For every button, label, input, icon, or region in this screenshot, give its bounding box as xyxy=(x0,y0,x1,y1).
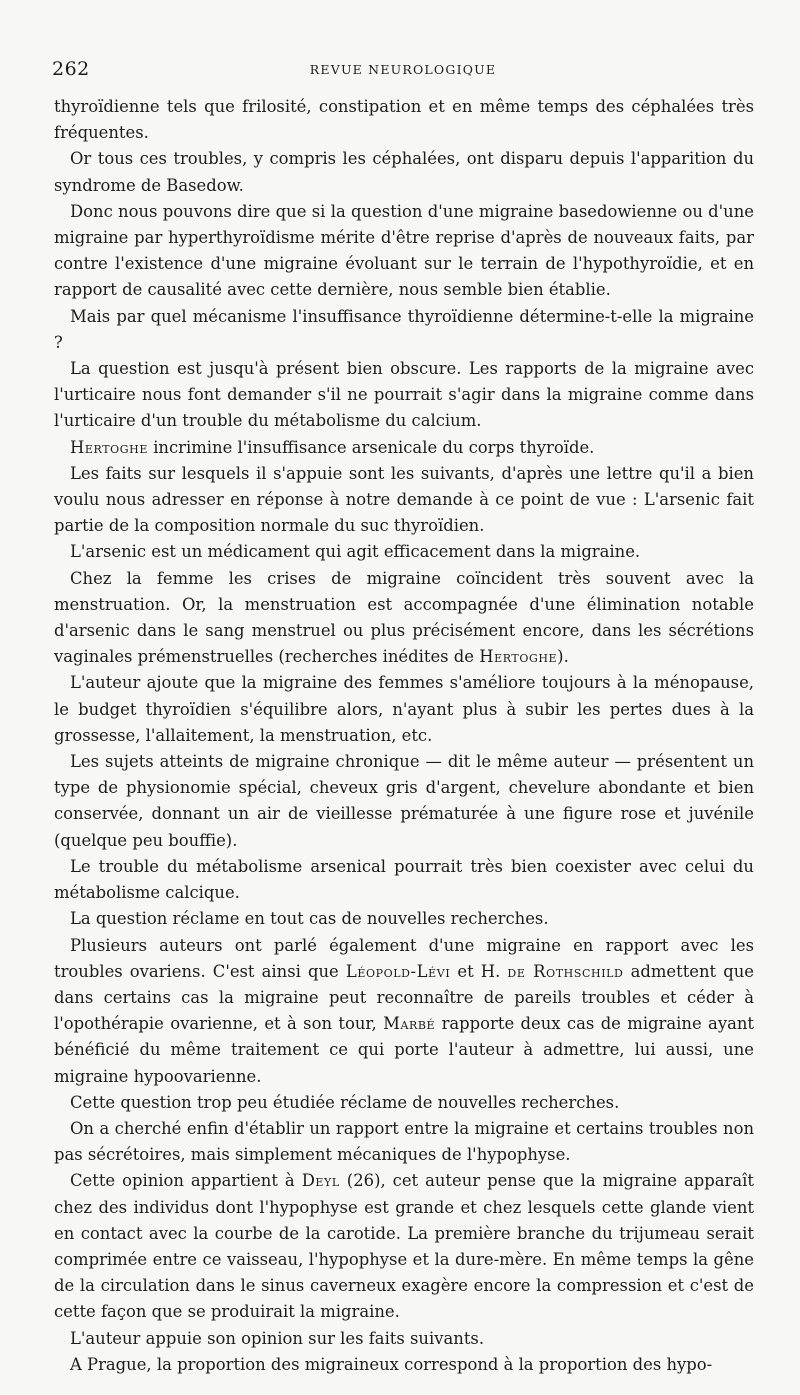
paragraph xyxy=(54,94,754,146)
paragraph xyxy=(54,146,754,198)
paragraph xyxy=(54,435,754,461)
text-run: A Prague, la proportion des migraineux correspond à la proportion des hypo- xyxy=(70,1354,713,1374)
paragraph xyxy=(54,566,754,671)
text-run: rapporte deux cas de migraine ayant bénéficié du même traitement ce qui porte l'auteur à admettre, lui aussi, une migraine hypoovarienne. xyxy=(54,1014,754,1086)
paragraph xyxy=(54,539,754,565)
text-run: Cette opinion appartient à xyxy=(70,1171,302,1191)
page-number: 262 xyxy=(52,58,90,80)
text-run: Mais par quel mécanisme l'insuffisance thyroïdienne détermine-t-elle la migraine ? xyxy=(54,306,754,352)
author-name: Marbé xyxy=(383,1014,436,1034)
text-run: Cette question trop peu étudiée réclame de nouvelles recherches. xyxy=(70,1092,620,1112)
paragraph xyxy=(54,1090,754,1116)
text-run: (26), cet auteur pense que la migraine apparaît chez des individus dont l'hypophyse est grande et chez lesquels cette glande vient en contact avec la courbe de la carotide. La première branche du trijumeau serait comprimée entre ce vaisseau, l'hypophyse et la dure-mère. En même temps la gêne de la circulation dans le sinus caverneux exagère encore la compression et c'est de cette façon que se produirait la migraine. xyxy=(54,1171,754,1322)
text-run: La question réclame en tout cas de nouvelles recherches. xyxy=(70,909,549,929)
author-name: Hertoghe xyxy=(70,437,148,457)
text-run: et H. xyxy=(450,961,508,981)
text-run: Chez la femme les crises de migraine coïncident très souvent avec la menstruation. Or, la menstruation est accompagnée d'une élimination notable d'arsenic dans le sang menstruel ou plus précisément encore, dans les sécrétions vaginales prémenstruelles (recherches inédites de xyxy=(54,568,754,667)
paragraph xyxy=(54,199,754,304)
paragraph xyxy=(54,1326,754,1352)
paragraph xyxy=(54,1116,754,1168)
author-name: de Rothschild xyxy=(507,961,624,981)
text-run: admettent que dans certains cas la migraine peut reconnaître de pareils troubles et céder à l'opothérapie ovarienne, et à son tour, xyxy=(54,961,754,1034)
paragraph xyxy=(54,461,754,540)
author-name: Léopold-Lévi xyxy=(345,961,451,981)
text-run: Plusieurs auteurs ont parlé également d'une migraine en rapport avec les troubles ovariens. C'est ainsi que xyxy=(54,935,754,981)
running-title: REVUE NEUROLOGIQUE xyxy=(309,62,497,77)
paragraph xyxy=(54,1352,754,1378)
author-name: Hertoghe xyxy=(479,647,558,667)
paragraph xyxy=(54,670,754,749)
page-header xyxy=(52,58,754,80)
text-run: ). xyxy=(557,647,569,667)
text-run: Les sujets atteints de migraine chronique — dit le même auteur — présentent un type de physionomie spécial, cheveux gris d'argent, chevelure abondante et bien conservée, donnant un air de vieillesse prématurée à une figure rose et juvénile (quelque peu bouffie). xyxy=(54,752,754,850)
text-run: thyroïdienne tels que frilosité, constipation et en même temps des céphalées très fréquentes. xyxy=(54,97,754,143)
paragraph xyxy=(54,749,754,854)
text-run: La question est jusqu'à présent bien obscure. Les rapports de la migraine avec l'urticaire nous font demander s'il ne pourrait s'agir dans la migraine comme dans l'urticaire d'un trouble du métabolisme du calcium. xyxy=(54,359,754,431)
body-text xyxy=(54,94,754,1378)
text-run: L'auteur appuie son opinion sur les faits suivants. xyxy=(70,1328,485,1348)
paragraph xyxy=(54,906,754,932)
text-run: Or tous ces troubles, y compris les céphalées, ont disparu depuis l'apparition du syndrome de Basedow. xyxy=(54,149,754,195)
text-run: L'arsenic est un médicament qui agit efficacement dans la migraine. xyxy=(70,542,641,562)
paragraph xyxy=(54,304,754,356)
text-run: Le trouble du métabolisme arsenical pourrait très bien coexister avec celui du métabolisme calcique. xyxy=(54,856,754,903)
paragraph xyxy=(54,356,754,435)
text-run: Donc nous pouvons dire que si la question d'une migraine basedowienne ou d'une migraine par hyperthyroïdisme mérite d'être reprise d'après de nouveaux faits, par contre l'existence d'une migraine évoluant sur le terrain de l'hypothyroïdie, et en rapport de causalité avec cette dernière, nous semble bien établie. xyxy=(54,201,754,300)
text-run: L'auteur ajoute que la migraine des femmes s'améliore toujours à la ménopause, le budget thyroïdien s'équilibre alors, n'ayant plus à subir les pertes dues à la grossesse, l'allaitement, la menstruation, etc. xyxy=(54,673,754,745)
paragraph xyxy=(54,1168,754,1325)
paragraph xyxy=(54,854,754,906)
text-run: Les faits sur lesquels il s'appuie sont les suivants, d'après une lettre qu'il a bien voulu nous adresser en réponse à notre demande à ce point de vue : L'arsenic fait partie de la composition normale du suc thyroïdien. xyxy=(54,463,754,536)
author-name: Deyl xyxy=(301,1171,340,1191)
paragraph xyxy=(54,933,754,1090)
text-run: On a cherché enfin d'établir un rapport entre la migraine et certains troubles non pas sécrétoires, mais simplement mécaniques de l'hypophyse. xyxy=(54,1118,754,1165)
text-run: incrimine l'insuffisance arsenicale du corps thyroïde. xyxy=(147,437,595,457)
